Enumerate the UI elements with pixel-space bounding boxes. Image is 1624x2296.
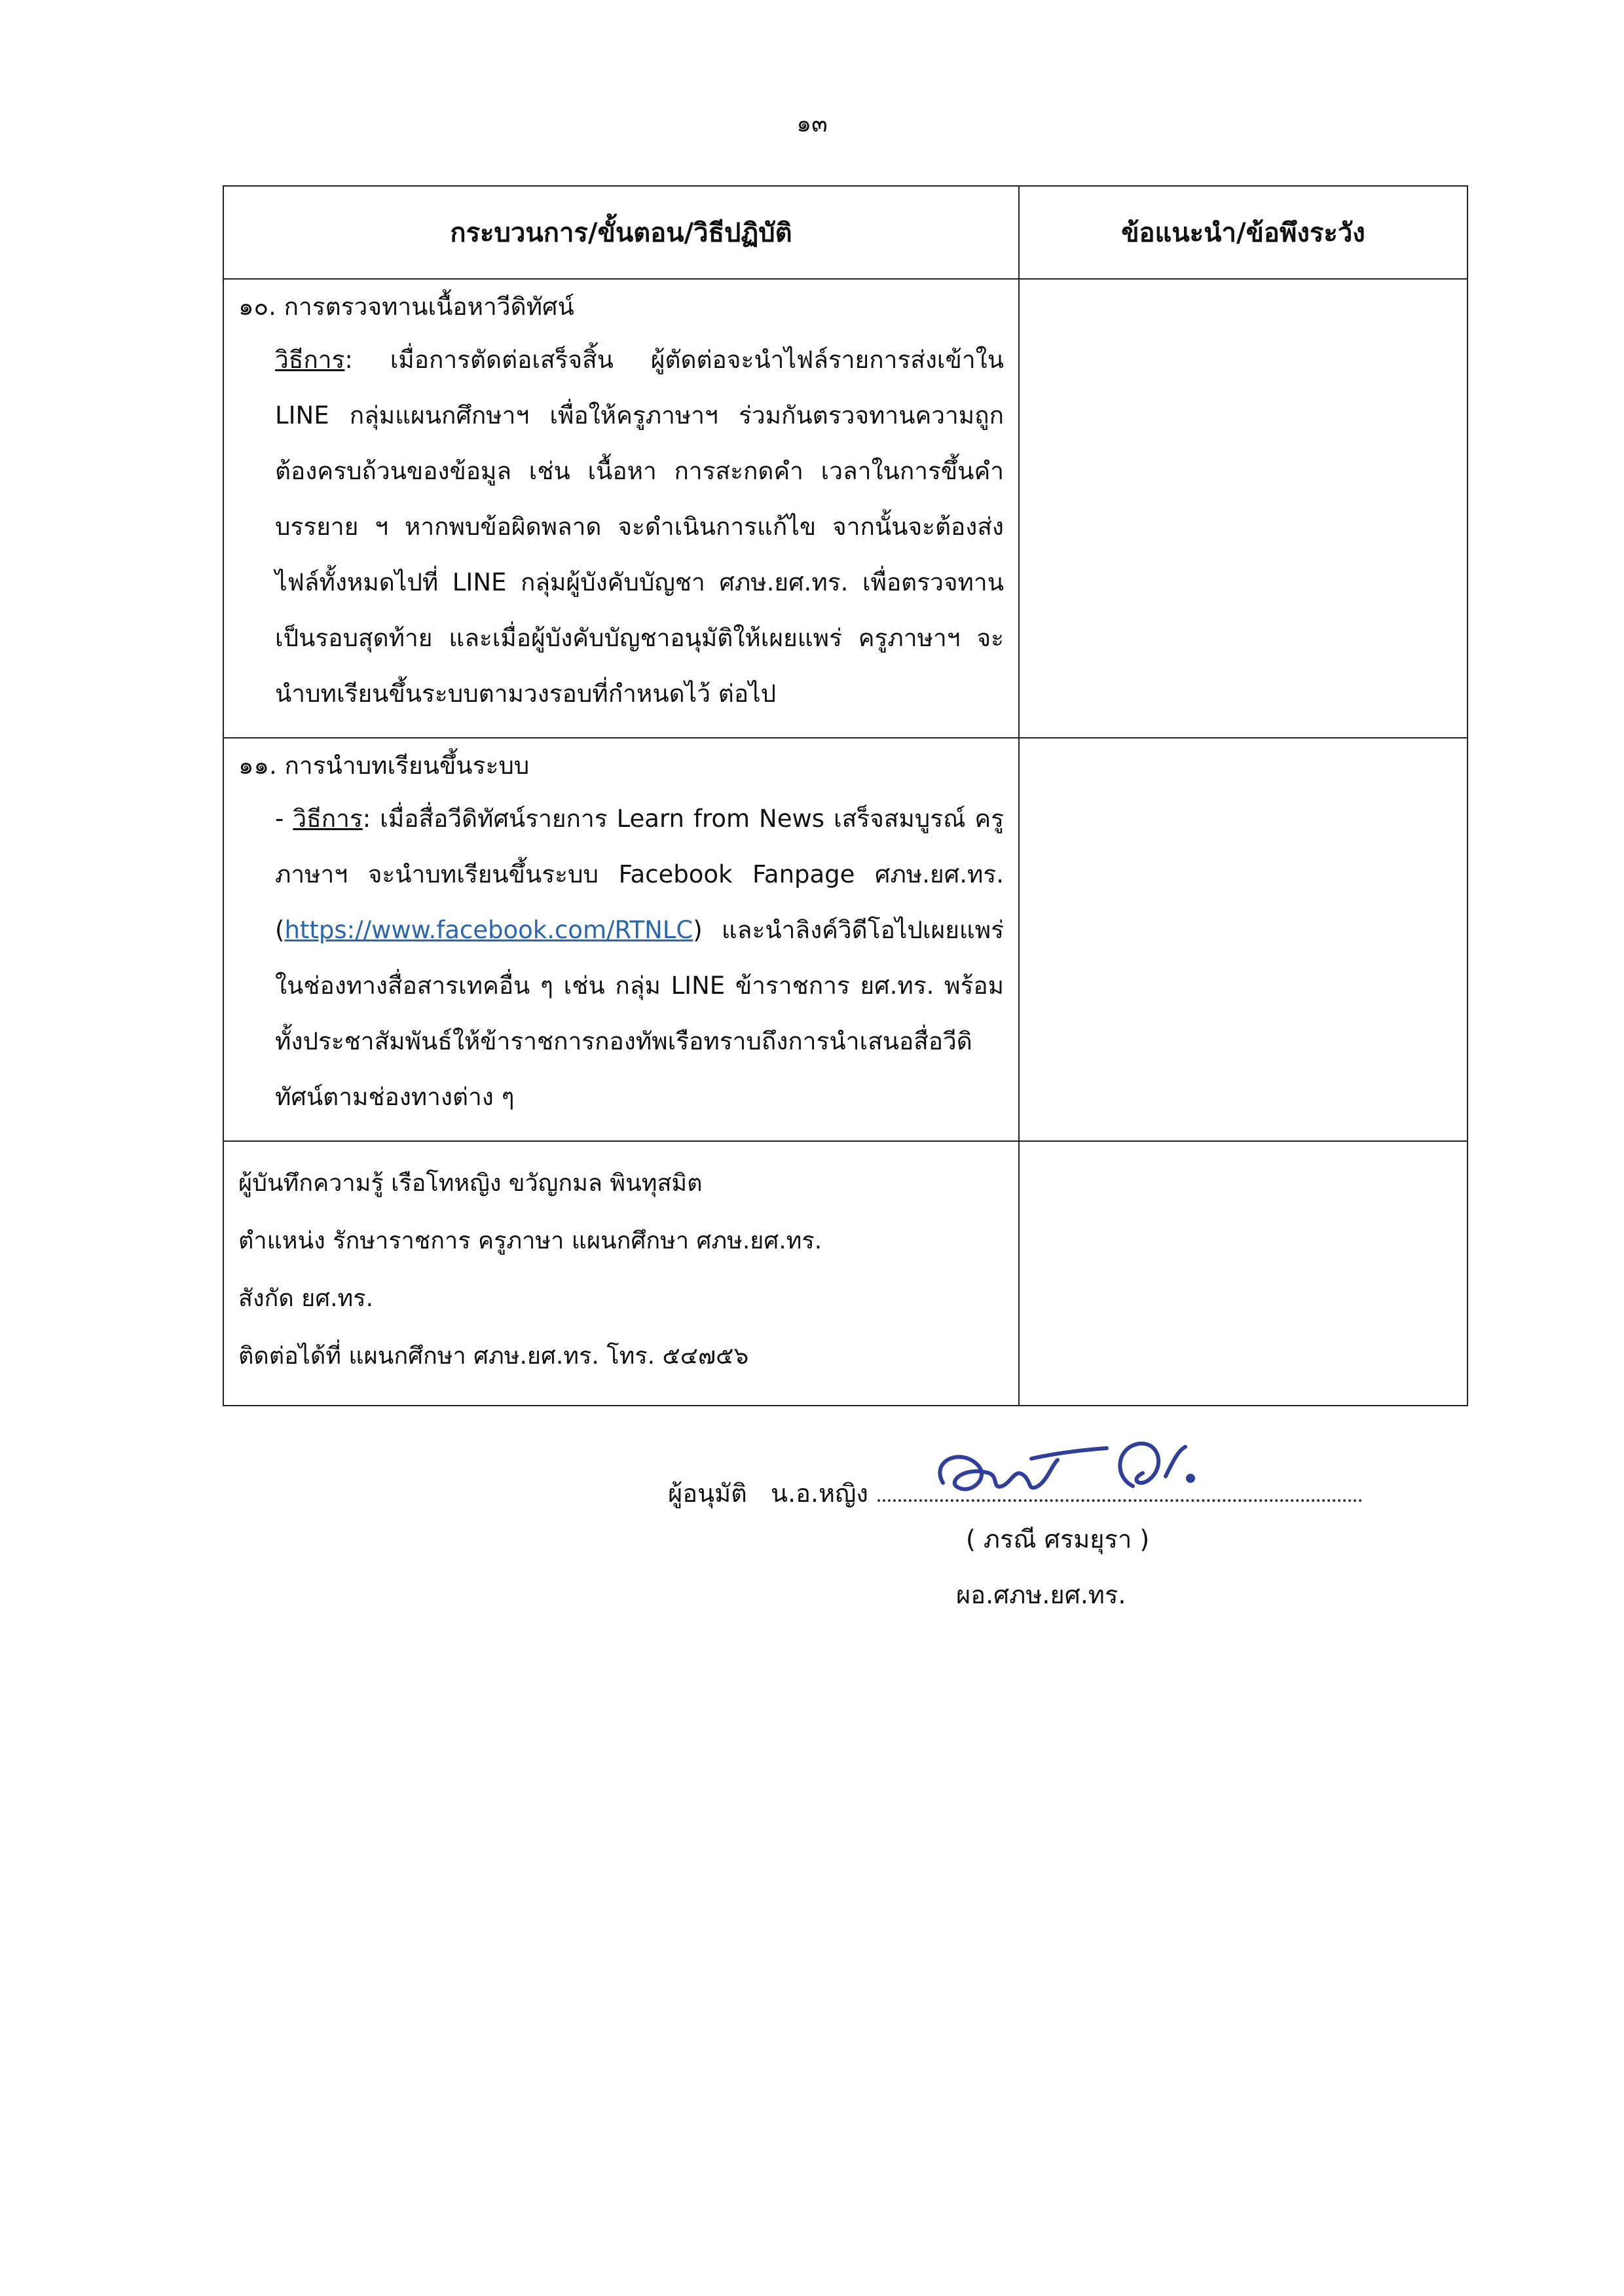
step11-advice-cell	[1019, 738, 1467, 1141]
step10-title: ๑๐. การตรวจทานเนื้อหาวีดิทัศน์	[238, 293, 574, 321]
step11-title: ๑๑. การนำบทเรียนขึ้นระบบ	[238, 752, 530, 780]
signature-image	[917, 1421, 1218, 1512]
step10-cell	[223, 279, 1019, 738]
method-label: วิธีการ	[275, 346, 345, 374]
table-header-row	[223, 186, 1467, 279]
table-row	[223, 279, 1467, 738]
author-advice-cell	[1019, 1141, 1467, 1406]
step11-paragraph	[238, 791, 1004, 1125]
table-row	[223, 738, 1467, 1141]
table-row	[223, 1141, 1467, 1406]
step11-body-part1: : เมื่อสื่อวีดิทัศน์รายการ Learn from News เสร็จสมบูรณ์ ครูภาษาฯ จะนำบทเรียนขึ้นระบบ Facebook Fanpage ศภษ.ยศ.ทร. (	[275, 805, 1004, 944]
contact-line: ติดต่อได้ที่ แผนกศึกษา ศภษ.ยศ.ทร. โทร. ๕๔๗๕๖	[238, 1343, 749, 1370]
author-cell	[223, 1141, 1019, 1406]
header-procedure: กระบวนการ/ขั้นตอน/วิธีปฏิบัติ	[223, 186, 1019, 279]
approval-block	[668, 1421, 1454, 1617]
step11-cell	[223, 738, 1019, 1141]
procedure-table	[223, 185, 1468, 1406]
page-number: ๑๓	[796, 111, 828, 137]
step10-advice-cell	[1019, 279, 1467, 738]
step10-paragraph	[238, 332, 1004, 721]
recorder-line: ผู้บันทึกความรู้ เรือโทหญิง ขวัญกมล พินทุสมิต	[238, 1170, 703, 1197]
step11-dash: -	[275, 805, 293, 833]
position-line: ตำแหน่ง รักษาราชการ ครูภาษา แผนกศึกษา ศภษ.ยศ.ทร.	[238, 1228, 822, 1254]
unit-line: สังกัด ยศ.ทร.	[238, 1285, 374, 1312]
facebook-link[interactable]: https://www.facebook.com/RTNLC	[284, 916, 693, 944]
approver-rank: น.อ.หญิง	[771, 1479, 868, 1508]
method-label: วิธีการ	[293, 805, 363, 833]
approver-name: ( ภรณี ศรมยุรา )	[966, 1525, 1150, 1554]
approver-position: ผอ.ศภษ.ยศ.ทร.	[956, 1580, 1126, 1609]
approver-label: ผู้อนุมัติ	[668, 1479, 747, 1508]
step10-body: : เมื่อการตัดต่อเสร็จสิ้น ผู้ตัดต่อจะนำไฟล์รายการส่งเข้าใน LINE กลุ่มแผนกศึกษาฯ เพื่อให้ครูภาษาฯ ร่วมกันตรวจทานความถูกต้องครบถ้วนของข้อมูล เช่น เนื้อหา การสะกดคำ เวลาในการขึ้นคำบรรยาย ฯ หากพบข้อผิดพลาด จะดำเนินการแก้ไข จากนั้นจะต้องส่งไฟล์ทั้งหมดไปที่ LINE กลุ่มผู้บังคับบัญชา ศภษ.ยศ.ทร. เพื่อตรวจทานเป็นรอบสุดท้าย และเมื่อผู้บังคับบัญชาอนุมัติให้เผยแพร่ ครูภาษาฯ จะนำบทเรียนขึ้นระบบตามวงรอบที่กำหนดไว้ ต่อไป	[275, 346, 1004, 708]
step11-body-part2: ) และนำลิงค์วิดีโอไปเผยแพร่ในช่องทางสื่อสารเทคอื่น ๆ เช่น กลุ่ม LINE ข้าราชการ ยศ.ทร. พร้อมทั้งประชาสัมพันธ์ให้ข้าราชการกองทัพเรือทราบถึงการนำเสนอสื่อวีดิทัศน์ตามช่องทางต่าง ๆ	[275, 916, 1004, 1111]
header-advice: ข้อแนะนำ/ข้อพึงระวัง	[1019, 186, 1467, 279]
